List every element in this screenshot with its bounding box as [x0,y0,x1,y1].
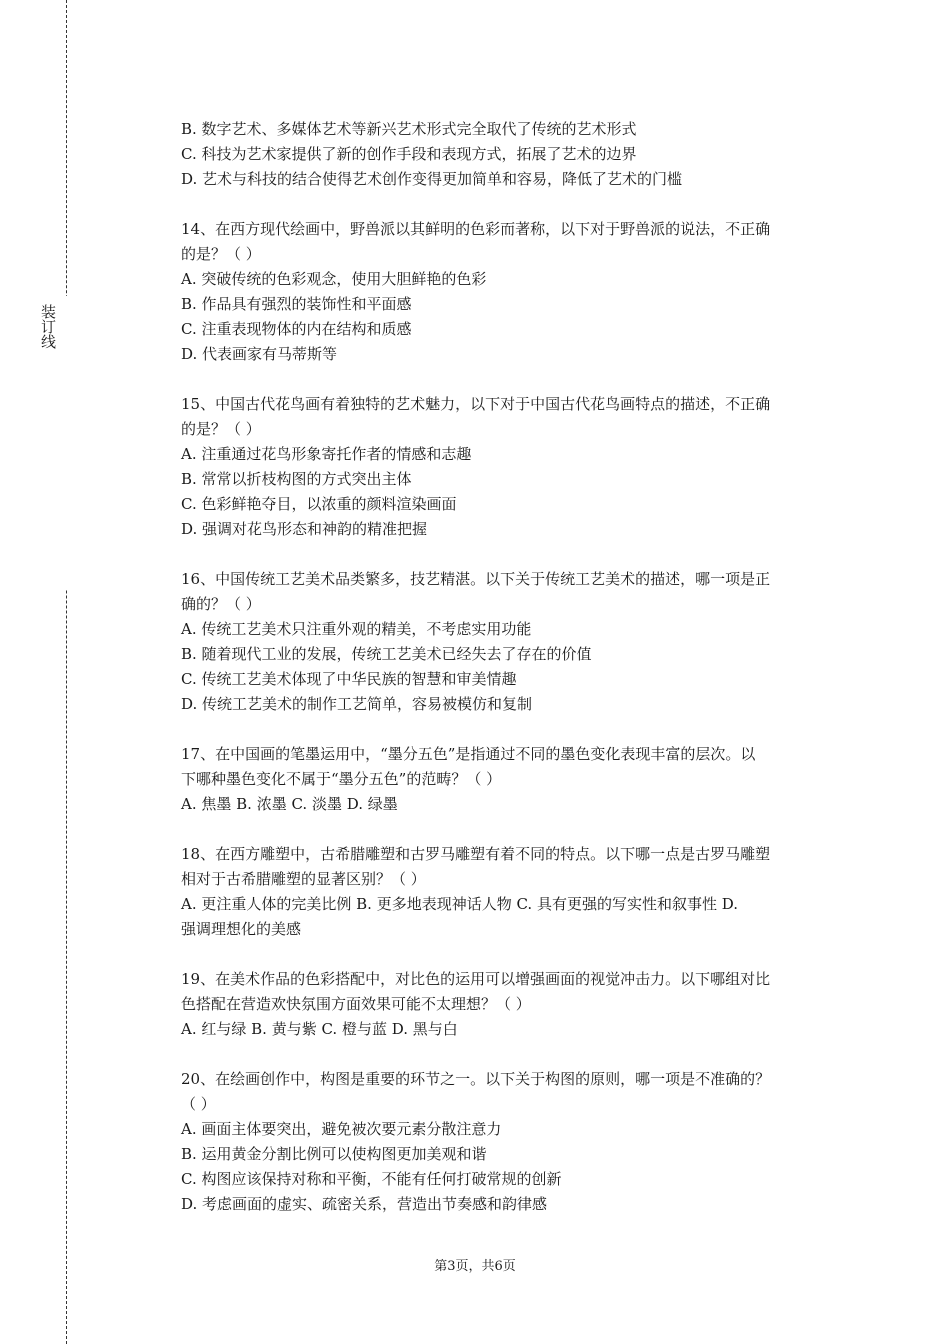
binding-dashed-line [66,0,67,1344]
question-stem-line: 18、在西方雕塑中，古希腊雕塑和古罗马雕塑有着不同的特点。以下哪一点是古罗马雕塑 [181,845,771,863]
option: 强调理想化的美感 [181,920,302,938]
option: D. 强调对花鸟形态和神韵的精准把握 [181,520,428,538]
question-spacer [181,1042,841,1067]
binding-label: 装订线 [39,304,57,349]
option: A. 更注重人体的完美比例 B. 更多地表现神话人物 C. 具有更强的写实性和叙事性 D. [181,895,738,913]
option: C. 科技为艺术家提供了新的创作手段和表现方式，拓展了艺术的边界 [181,145,637,163]
option: D. 代表画家有马蒂斯等 [181,345,338,363]
question-spacer [181,367,841,392]
option: A. 画面主体要突出，避免被次要元素分散注意力 [181,1120,502,1138]
question-stem-line: 下哪种墨色变化不属于“墨分五色”的范畴？（ ） [181,770,502,788]
question-stem-line: 确的？（ ） [181,595,261,613]
question-block [181,392,841,542]
question-block [181,1067,841,1217]
option: D. 传统工艺美术的制作工艺简单，容易被模仿和复制 [181,695,533,713]
question-stem-line: 色搭配在营造欢快氛围方面效果可能不太理想？（ ） [181,995,531,1013]
option: D. 艺术与科技的结合使得艺术创作变得更加简单和容易，降低了艺术的门槛 [181,170,683,188]
binding-line-gap [60,296,74,590]
question-block [181,742,841,817]
question-spacer [181,717,841,742]
question-block [181,567,841,717]
question-list [181,192,841,1217]
option: C. 传统工艺美术体现了中华民族的智慧和审美情趣 [181,670,517,688]
question-block [181,967,841,1042]
question-content [181,117,841,1217]
question-spacer [181,192,841,217]
question-spacer [181,542,841,567]
option: B. 常常以折枝构图的方式突出主体 [181,470,412,488]
option: C. 色彩鲜艳夺目，以浓重的颜料渲染画面 [181,495,457,513]
question-stem-line: 的是？（ ） [181,420,261,438]
question-stem-line: （ ） [181,1095,216,1113]
option: A. 注重通过花鸟形象寄托作者的情感和志趣 [181,445,472,463]
question-stem-line: 17、在中国画的笔墨运用中，“墨分五色”是指通过不同的墨色变化表现丰富的层次。以 [181,745,756,763]
option: B. 数字艺术、多媒体艺术等新兴艺术形式完全取代了传统的艺术形式 [181,120,637,138]
question-stem-line: 20、在绘画创作中，构图是重要的环节之一。以下关于构图的原则，哪一项是不准确的？ [181,1070,771,1088]
question-spacer [181,942,841,967]
option: C. 构图应该保持对称和平衡，不能有任何打破常规的创新 [181,1170,562,1188]
page-footer: 第3页，共6页 [434,1259,516,1274]
option: A. 红与绿 B. 黄与紫 C. 橙与蓝 D. 黑与白 [181,1020,458,1038]
option: A. 传统工艺美术只注重外观的精美，不考虑实用功能 [181,620,532,638]
option: A. 突破传统的色彩观念，使用大胆鲜艳的色彩 [181,270,487,288]
option: B. 作品具有强烈的装饰性和平面感 [181,295,412,313]
option: B. 运用黄金分割比例可以使构图更加美观和谐 [181,1145,487,1163]
question-stem-line: 15、中国古代花鸟画有着独特的艺术魅力，以下对于中国古代花鸟画特点的描述，不正确 [181,395,771,413]
question-block [181,842,841,942]
option: A. 焦墨 B. 浓墨 C. 淡墨 D. 绿墨 [181,795,398,813]
question-stem-line: 14、在西方现代绘画中，野兽派以其鲜明的色彩而著称，以下对于野兽派的说法，不正确 [181,220,771,238]
question-stem-line: 19、在美术作品的色彩搭配中，对比色的运用可以增强画面的视觉冲击力。以下哪组对比 [181,970,771,988]
option: C. 注重表现物体的内在结构和质感 [181,320,412,338]
question-stem-line: 相对于古希腊雕塑的显著区别？（ ） [181,870,426,888]
carryover-options [181,117,841,192]
question-stem-line: 的是？（ ） [181,245,261,263]
option: D. 考虑画面的虚实、疏密关系，营造出节奏感和韵律感 [181,1195,548,1213]
question-stem-line: 16、中国传统工艺美术品类繁多，技艺精湛。以下关于传统工艺美术的描述，哪一项是正 [181,570,771,588]
question-block [181,217,841,367]
option: B. 随着现代工业的发展，传统工艺美术已经失去了存在的价值 [181,645,592,663]
question-spacer [181,817,841,842]
